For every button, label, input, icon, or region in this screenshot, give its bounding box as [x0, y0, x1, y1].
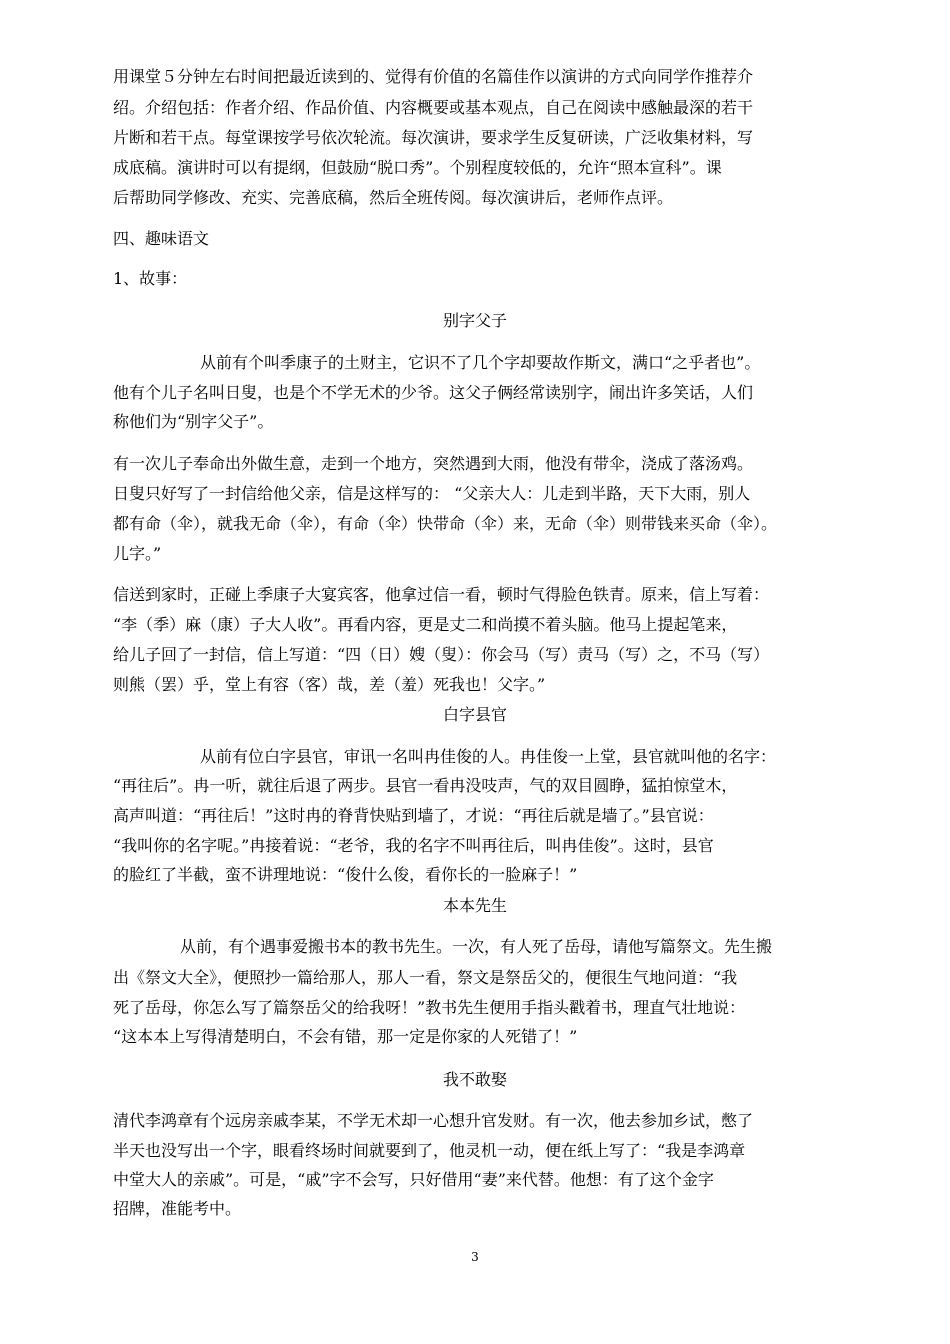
paragraph-line: “这本本上写得清楚明白，不会有错，那一定是你家的人死错了！” — [113, 1027, 578, 1046]
paragraph-line: 称他们为“别字父子”。 — [113, 412, 274, 431]
paragraph-line: 从前有位白字县官，审讯一名叫冉佳俊的人。冉佳俊一上堂，县官就叫他的名字： — [200, 747, 777, 766]
paragraph-line: 清代李鸿章有个远房亲戚李某，不学无术却一心想升官发财。有一次，他去参加乡试，憋了 — [113, 1111, 754, 1130]
paragraph-line: 招牌，准能考中。 — [113, 1199, 242, 1218]
paragraph-line: 则熊（罢）乎，堂上有容（客）哉，差（羞）死我也！父字。” — [113, 675, 546, 694]
page-number: 3 — [471, 1250, 479, 1264]
paragraph-line: 儿字。” — [113, 544, 162, 563]
paragraph-line: 的脸红了半截，蛮不讲理地说：“俊什么俊，看你长的一脸麻子！” — [113, 865, 578, 884]
paragraph-line: 都有命（伞），就我无命（伞），有命（伞）快带命（伞）来，无命（伞）则带钱来买命（伞）。 — [113, 514, 778, 533]
intro-line: 后帮助同学修改、充实、完善底稿，然后全班传阅。每次演讲后，老师作点评。 — [113, 188, 674, 207]
story-title: 我不敢娶 — [442, 1070, 507, 1089]
story-title: 白字县官 — [442, 705, 507, 724]
paragraph-line: 从前，有个遇事爱搬书本的教书先生。一次，有人死了岳母，请他写篇祭文。先生搬 — [180, 937, 773, 956]
section-heading: 四、趣味语文 — [113, 229, 210, 248]
story-title: 别字父子 — [442, 311, 507, 330]
paragraph-line: 日叟只好写了一封信给他父亲，信是这样写的： “父亲大人：儿走到半路，天下大雨，别人 — [113, 484, 751, 503]
paragraph-line: 高声叫道：“再往后！”这时冉的脊背快贴到墙了，才说：“再往后就是墙了。”县官说： — [113, 806, 714, 825]
paragraph-line: 中堂大人的亲戚”。可是，“戚”字不会写，只好借用“妻”来代替。他想：有了这个金字 — [113, 1170, 714, 1189]
paragraph-line: “李（季）麻（康）子大人收”。再看内容，更是丈二和尚摸不着头脑。他马上提起笔来， — [113, 615, 738, 634]
story-title: 本本先生 — [442, 896, 507, 915]
intro-line: 片断和若干点。每堂课按学号依次轮流。每次演讲，要求学生反复研读，广泛收集材料，写 — [113, 128, 754, 147]
paragraph-line: “再往后”。冉一听，就往后退了两步。县官一看冉没吱声，气的双目圆睁，猛拍惊堂木， — [113, 776, 738, 795]
paragraph-line: 信送到家时，正碰上季康子大宴宾客，他拿过信一看，顿时气得脸色铁青。原来，信上写着： — [113, 585, 770, 604]
paragraph-line: “我叫你的名字呢。”冉接着说：“老爷，我的名字不叫再往后，叫冉佳俊”。这时，县官 — [113, 836, 714, 855]
intro-line: 用课堂５分钟左右时间把最近读到的、觉得有价值的名篇佳作以演讲的方式向同学作推荐介 — [113, 67, 754, 86]
paragraph-line: 出《祭文大全》，便照抄一篇给那人，那人一看，祭文是祭岳父的，便很生气地问道：“我 — [113, 968, 738, 987]
sub-heading: 1、故事： — [113, 269, 188, 288]
paragraph-line: 给儿子回了一封信，信上写道：“四（日）嫂（叟）：你会马（写）责马（写）之，不马（写） — [113, 645, 770, 664]
paragraph-line: 有一次儿子奉命出外做生意，走到一个地方，突然遇到大雨，他没有带伞，浇成了落汤鸡。 — [113, 454, 754, 473]
paragraph-line: 死了岳母，你怎么写了篇祭岳父的给我呀！”教书先生便用手指头戳着书，理直气壮地说： — [113, 998, 746, 1017]
paragraph-line: 从前有个叫季康子的土财主，它识不了几个字却要故作斯文，满口“之乎者也”。 — [200, 353, 761, 372]
intro-line: 成底稿。演讲时可以有提纲，但鼓励“脱口秀”。个别程度较低的，允许“照本宣科”。课 — [113, 158, 722, 177]
paragraph-line: 半天也没写出一个字，眼看终场时间就要到了，他灵机一动，便在纸上写了：“我是李鸿章 — [113, 1141, 746, 1160]
intro-line: 绍。介绍包括：作者介绍、作品价值、内容概要或基本观点，自己在阅读中感触最深的若干 — [113, 98, 754, 117]
paragraph-line: 他有个儿子名叫日叟，也是个不学无术的少爷。这父子俩经常读别字，闹出许多笑话，人们 — [113, 383, 754, 402]
